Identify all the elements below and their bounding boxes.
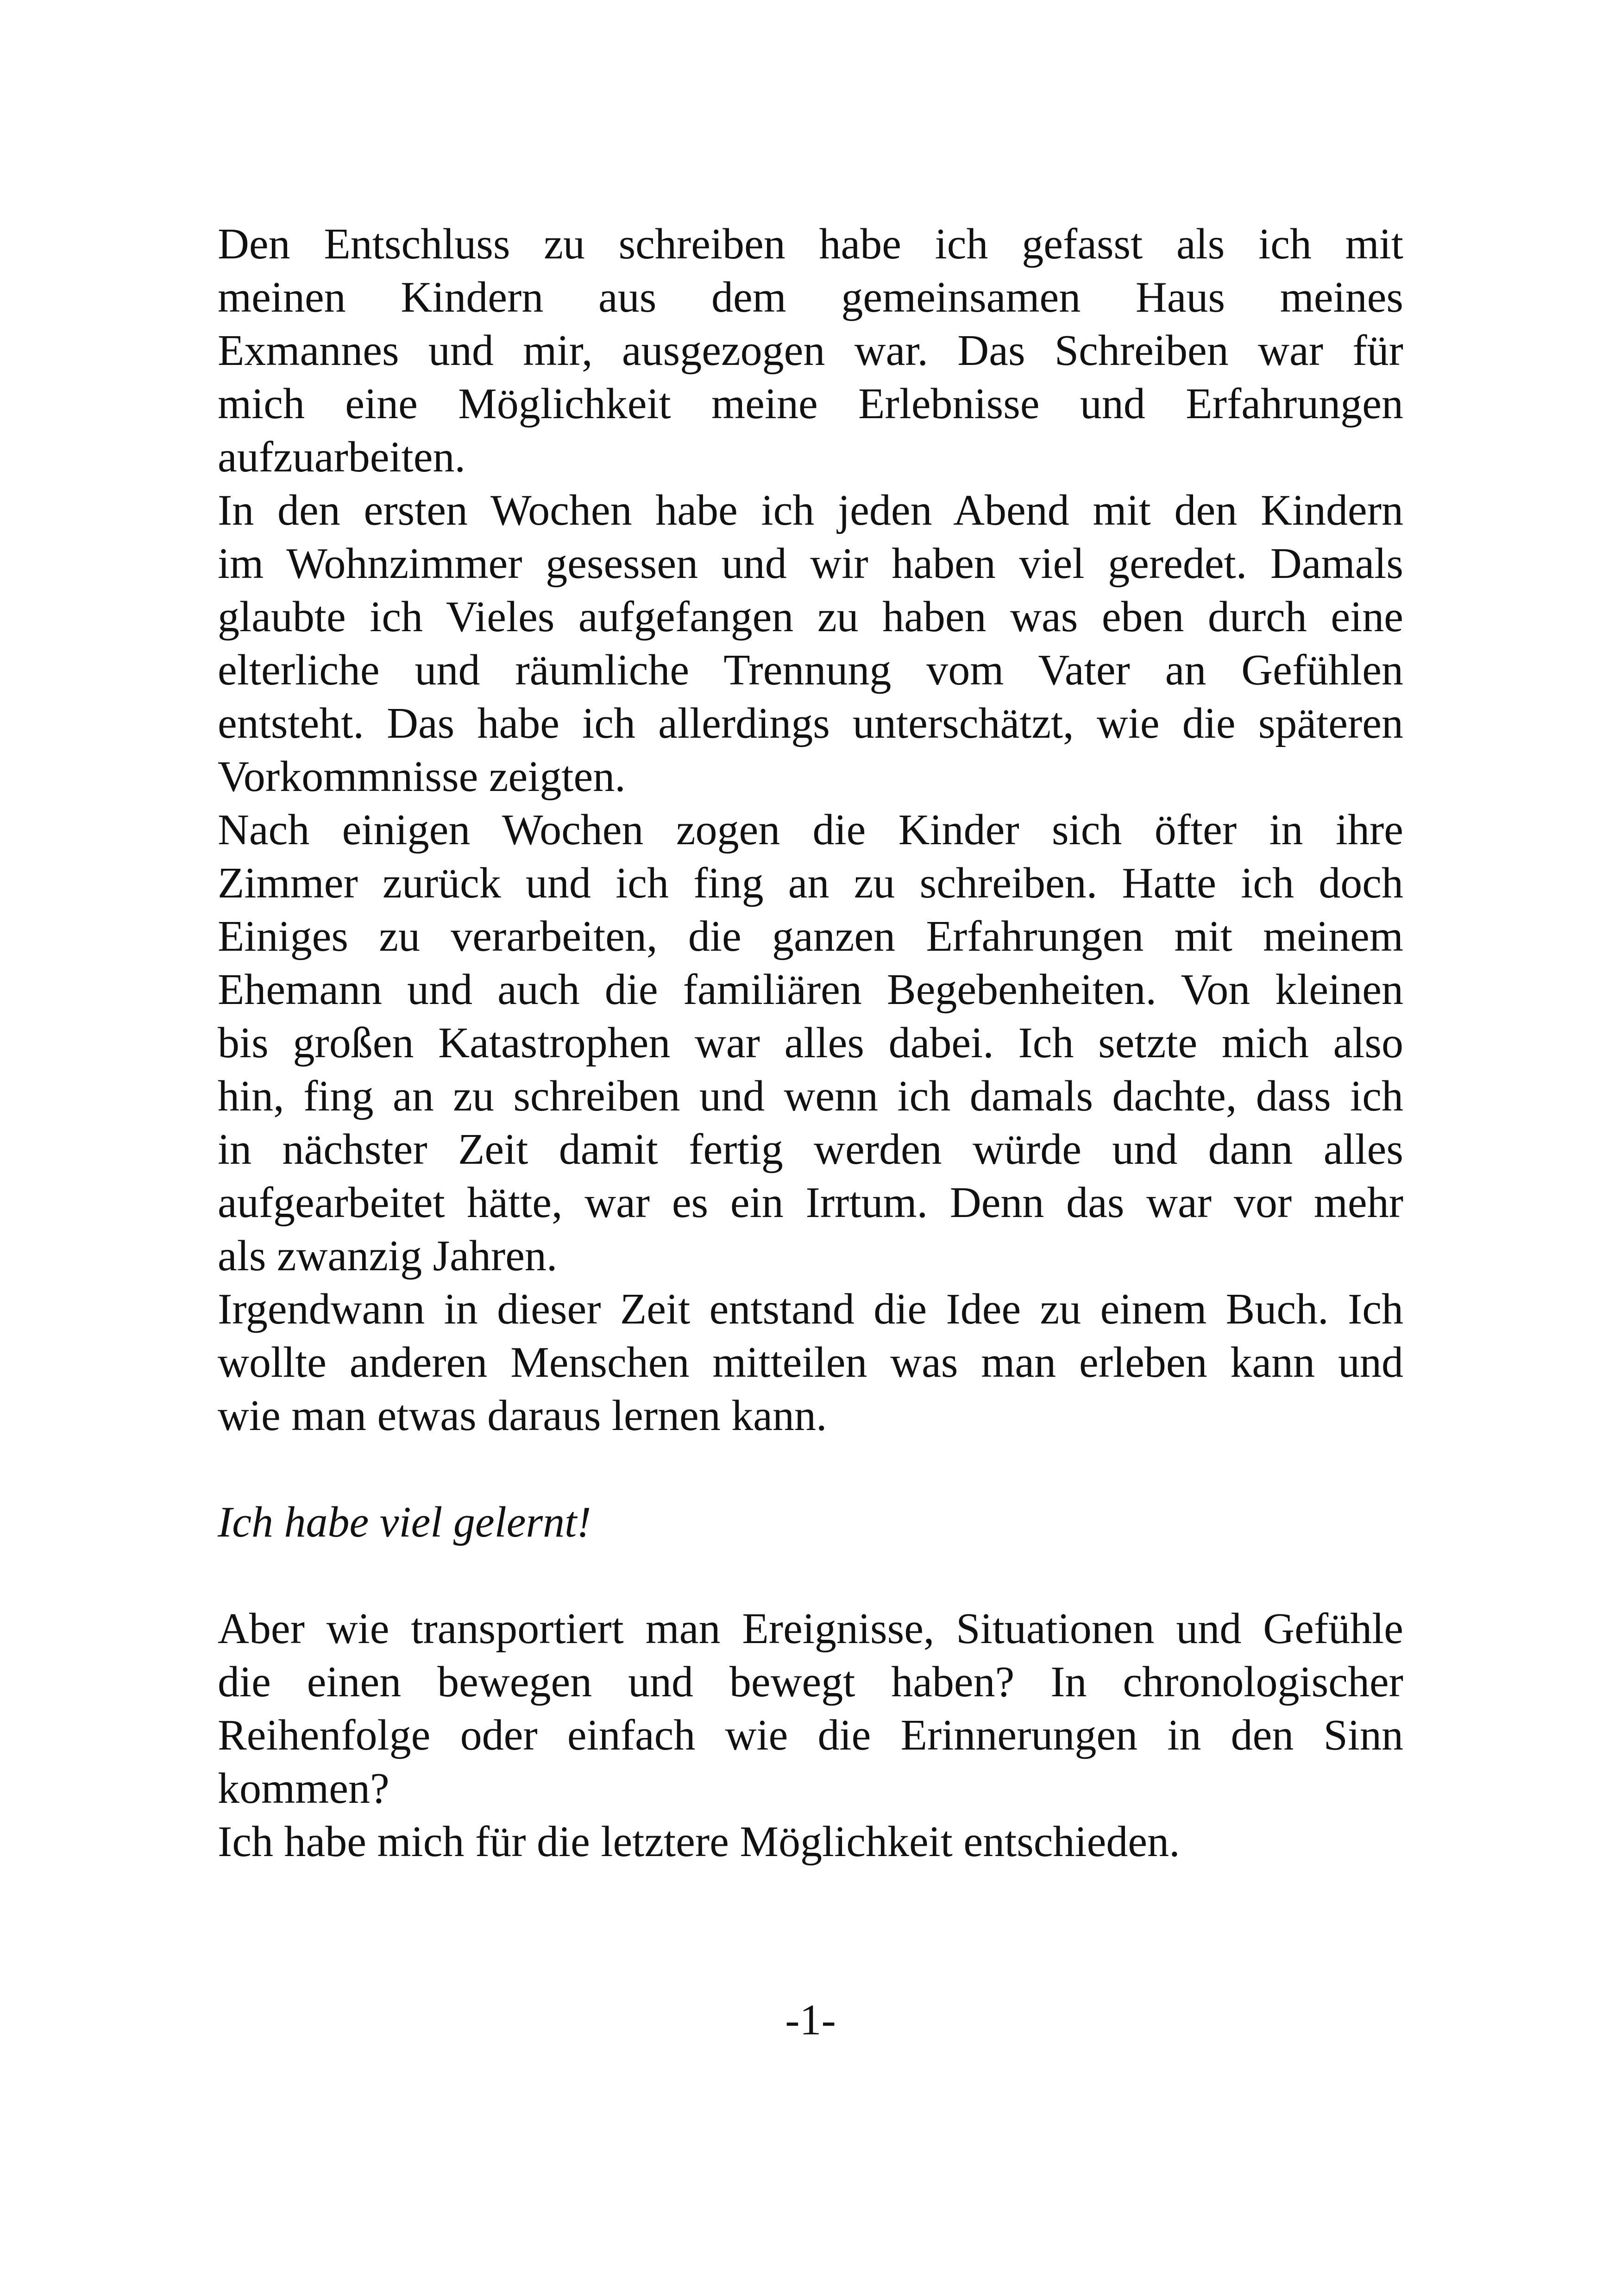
text-line: als zwanzig Jahren. bbox=[218, 1232, 558, 1280]
paragraph bbox=[218, 484, 1403, 803]
text-line: meinen Kindern aus dem gemeinsamen Haus meines bbox=[218, 273, 1403, 321]
italic-statement: Ich habe viel gelernt! bbox=[218, 1498, 591, 1546]
paragraph bbox=[218, 1602, 1403, 1815]
text-line: In den ersten Wochen habe ich jeden Abend mit den Kindern bbox=[218, 486, 1403, 534]
blank-line bbox=[218, 1443, 1403, 1496]
document-page bbox=[218, 218, 1403, 1869]
text-line: Vorkommnisse zeigten. bbox=[218, 753, 626, 801]
text-line: glaubte ich Vieles aufgefangen zu haben was eben durch eine bbox=[218, 593, 1403, 641]
body-text bbox=[218, 218, 1403, 1443]
paragraph bbox=[218, 803, 1403, 1283]
text-line: Reihenfolge oder einfach wie die Erinnerungen in den Sinn bbox=[218, 1711, 1403, 1759]
text-line: Ich habe mich für die letztere Möglichkeit entschieden. bbox=[218, 1818, 1180, 1866]
text-line: bis großen Katastrophen war alles dabei. Ich setzte mich also bbox=[218, 1019, 1403, 1067]
text-line: Aber wie transportiert man Ereignisse, Situationen und Gefühle bbox=[218, 1605, 1403, 1653]
text-line: Einiges zu verarbeiten, die ganzen Erfahrungen mit meinem bbox=[218, 912, 1403, 960]
text-line: wollte anderen Menschen mitteilen was man erleben kann und bbox=[218, 1338, 1403, 1386]
paragraph bbox=[218, 1815, 1403, 1869]
text-line: kommen? bbox=[218, 1764, 390, 1813]
text-line: in nächster Zeit damit fertig werden würde und dann alles bbox=[218, 1125, 1403, 1173]
text-line: Irgendwann in dieser Zeit entstand die Idee zu einem Buch. Ich bbox=[218, 1285, 1403, 1333]
closing-text bbox=[218, 1602, 1403, 1869]
text-line: Exmannes und mir, ausgezogen war. Das Schreiben war für bbox=[218, 326, 1403, 375]
text-line: die einen bewegen und bewegt haben? In chronologischer bbox=[218, 1658, 1403, 1706]
page-number: -1- bbox=[785, 1996, 836, 2044]
text-line: Den Entschluss zu schreiben habe ich gefasst als ich mit bbox=[218, 220, 1403, 268]
text-line: Zimmer zurück und ich fing an zu schreiben. Hatte ich doch bbox=[218, 859, 1403, 907]
blank-line bbox=[218, 1549, 1403, 1602]
text-line: elterliche und räumliche Trennung vom Vater an Gefühlen bbox=[218, 646, 1403, 694]
text-line: aufzuarbeiten. bbox=[218, 433, 465, 481]
text-line: hin, fing an zu schreiben und wenn ich damals dachte, dass ich bbox=[218, 1072, 1403, 1120]
text-line: aufgearbeitet hätte, war es ein Irrtum. Denn das war vor mehr bbox=[218, 1179, 1403, 1227]
text-line: im Wohnzimmer gesessen und wir haben viel geredet. Damals bbox=[218, 539, 1403, 588]
text-line: mich eine Möglichkeit meine Erlebnisse und Erfahrungen bbox=[218, 380, 1403, 428]
paragraph bbox=[218, 1283, 1403, 1443]
paragraph bbox=[218, 218, 1403, 484]
text-line: Ehemann und auch die familiären Begebenheiten. Von kleinen bbox=[218, 966, 1403, 1014]
text-line: Nach einigen Wochen zogen die Kinder sich öfter in ihre bbox=[218, 806, 1403, 854]
text-line: entsteht. Das habe ich allerdings unterschätzt, wie die späteren bbox=[218, 699, 1403, 747]
text-line: wie man etwas daraus lernen kann. bbox=[218, 1392, 827, 1440]
